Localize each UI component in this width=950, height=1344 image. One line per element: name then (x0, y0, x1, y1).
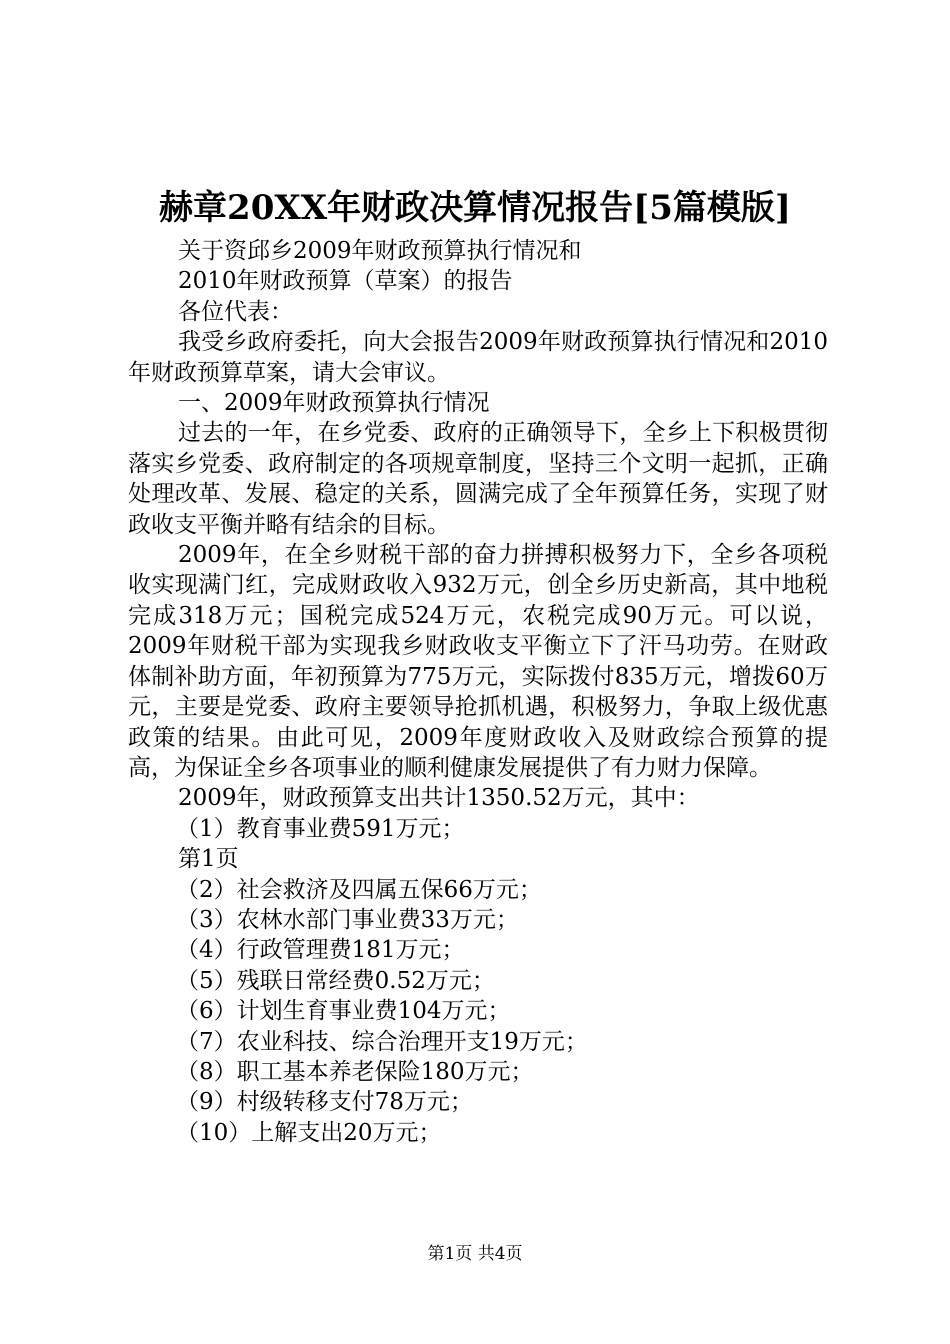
list-item: （10）上解支出20万元； (176, 1119, 442, 1146)
section-heading-1: 一、2009年财政预算执行情况 (178, 390, 490, 417)
report-heading-line-2: 2010年财政预算（草案）的报告 (178, 268, 513, 295)
paragraph-expenditure-intro: 2009年，财政预算支出共计1350.52万元，其中： (178, 785, 700, 812)
salutation: 各位代表： (178, 298, 293, 325)
document-body (128, 236, 828, 1148)
list-item: （3）农林水部门事业费33万元； (176, 906, 519, 933)
page-marker: 第1页 (178, 846, 239, 873)
list-item: （9）村级转移支付78万元； (176, 1089, 473, 1116)
paragraph-review: 过去的一年，在乡党委、政府的正确领导下，全乡上下积极贯彻落实乡党委、政府制定的各项规章制度，坚持三个文明一起抓，正确处理改革、发展、稳定的关系，圆满完成了全年预算任务，实现了财政收支平衡并略有结余的目标。 (128, 420, 828, 538)
list-item: （5）残联日常经费0.52万元； (176, 967, 495, 994)
list-item: （2）社会救济及四属五保66万元； (176, 876, 542, 903)
paragraph-intro: 我受乡政府委托，向大会报告2009年财政预算执行情况和2010年财政预算草案，请大会审议。 (128, 329, 828, 386)
report-heading-line-1: 关于资邱乡2009年财政预算执行情况和 (178, 238, 582, 264)
list-item: （4）行政管理费181万元； (176, 937, 465, 964)
document-title: 赫章20XX年财政决算情况报告[5篇模版] (159, 188, 791, 228)
list-item: （6）计划生育事业费104万元； (176, 998, 511, 1025)
list-item: （7）农业科技、综合治理开支19万元； (176, 1028, 588, 1055)
page-footer: 第1页 共4页 (427, 1244, 523, 1264)
paragraph-revenue: 2009年，在全乡财税干部的奋力拼搏积极努力下，全乡各项税收实现满门红，完成财政收入932万元，创全乡历史新高，其中地税完成318万元；国税完成524万元，农税完成90万元。可以说，2009年财税干部为实现我乡财政收支平衡立下了汗马功劳。在财政体制补助方面，年初预算为775万元，实际拨付835万元，增拨60万元，主要是党委、政府主要领导抢抓机遇，积极努力，争取上级优惠政策的结果。由此可见，2009年度财政收入及财政综合预算的提高，为保证全乡各项事业的顺利健康发展提供了有力财力保障。 (128, 542, 828, 781)
list-item: （1）教育事业费591万元； (176, 815, 465, 842)
list-item: （8）职工基本养老保险180万元； (176, 1058, 534, 1085)
